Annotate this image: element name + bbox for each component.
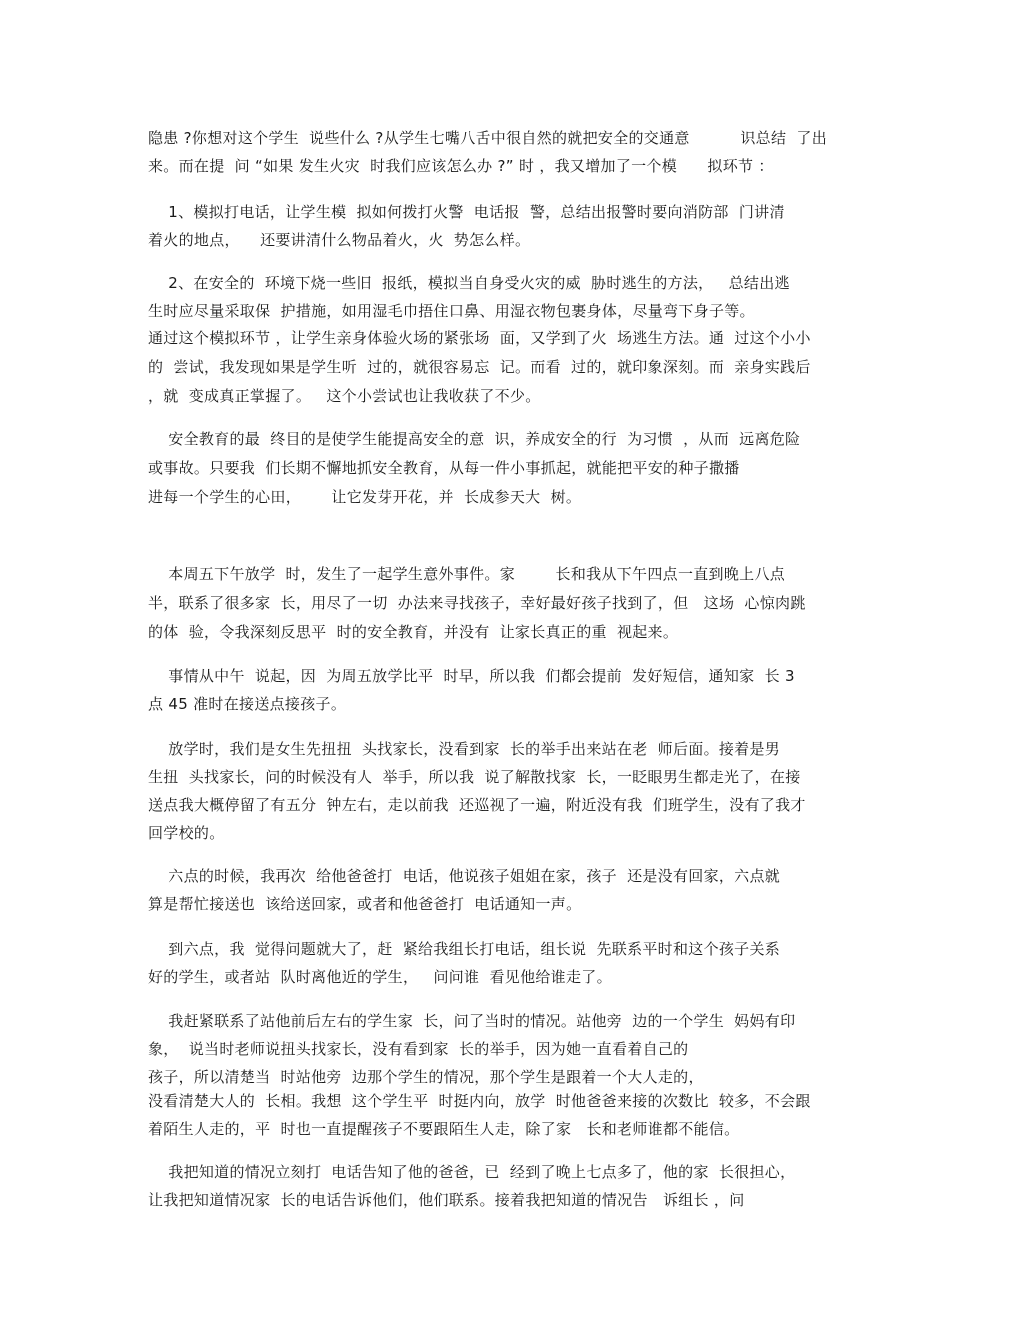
text-line: 事情从中午 说起，因 为周五放学比平 时早，所以我 们都会提前 发好短信，通知家 长 3	[148, 667, 795, 685]
text-line: 安全教育的最 终目的是使学生能提高安全的意 识，养成安全的行 为习惯 ，从而 远离危险	[148, 430, 801, 448]
text-line: ，就 变成真正掌握了。 这个小尝试也让我收获了不少。	[148, 387, 541, 405]
text-line: 的体 验，令我深刻反思平 时的安全教育，并没有 让家长真正的重 视起来。	[148, 623, 679, 641]
text-line: 着陌生人走的，平 时也一直提醒孩子不要跟陌生人走，除了家 长和老师谁都不能信。	[148, 1120, 740, 1138]
text-line: 隐患 ?你想对这个学生 说些什么 ?从学生七嘴八舌中很自然的就把安全的交通意 识总结 了出	[148, 129, 828, 147]
text-line: 进每一个学生的心田， 让它发芽开花，并 长成参天大 树。	[148, 488, 582, 506]
text-line: 象， 说当时老师说扭头找家长，没有看到家 长的举手，因为她一直看着自己的	[148, 1040, 689, 1058]
text-line: 回学校的。	[148, 824, 225, 842]
text-line: 好的学生，或者站 队时离他近的学生， 问问谁 看见他给谁走了。	[148, 968, 612, 986]
text-line: 点 45 准时在接送点接孩子。	[148, 695, 347, 713]
text-line: 算是帮忙接送也 该给送回家，或者和他爸爸打 电话通知一声。	[148, 895, 582, 913]
text-line: 2、在安全的 环境下烧一些旧 报纸，模拟当自身受火灾的威 胁时逃生的方法， 总结出逃	[148, 274, 790, 292]
text-line: 送点我大概停留了有五分 钟左右，走以前我 还巡视了一遍，附近没有我 们班学生，没有了我才	[148, 796, 806, 814]
paragraph	[148, 269, 878, 325]
text-line: 我把知道的情况立刻打 电话告知了他的爸爸，已 经到了晚上七点多了，他的家 长很担心，	[148, 1163, 796, 1181]
text-line: 本周五下午放学 时，发生了一起学生意外事件。家 长和我从下午四点一直到晚上八点	[148, 565, 786, 583]
paragraph	[148, 662, 878, 718]
text-line: 六点的时候，我再次 给他爸爸打 电话，他说孩子姐姐在家，孩子 还是没有回家，六点就	[148, 867, 781, 885]
text-line: 让我把知道情况家 长的电话告诉他们，他们联系。接着我把知道的情况告 诉组长 ，问	[148, 1191, 745, 1209]
text-line: 通过这个模拟环节 ，让学生亲身体验火场的紧张场 面，又学到了火 场逃生方法。通 过这个小小	[148, 329, 811, 347]
paragraph	[148, 198, 878, 254]
text-line: 着火的地点， 还要讲清什么物品着火，火 势怎么样。	[148, 231, 531, 249]
text-line: 我赶紧联系了站他前后左右的学生家 长，问了当时的情况。站他旁 边的一个学生 妈妈有印	[148, 1012, 796, 1030]
paragraph	[148, 935, 878, 991]
paragraph	[148, 1158, 878, 1214]
paragraph	[148, 1007, 878, 1091]
text-line: 1、模拟打电话，让学生模 拟如何拨打火警 电话报 警，总结出报警时要向消防部 门讲清	[148, 203, 785, 221]
text-line: 到六点，我 觉得问题就大了，赶 紧给我组长打电话，组长说 先联系平时和这个孩子关系	[148, 940, 781, 958]
text-line: 的 尝试，我发现如果是学生听 过的，就很容易忘 记。而看 过的，就印象深刻。而 亲身实践后	[148, 358, 811, 376]
text-line: 生时应尽量采取保 护措施，如用湿毛巾捂住口鼻、用湿衣物包裹身体，尽量弯下身子等。	[148, 302, 755, 320]
text-line: 或事故。只要我 们长期不懈地抓安全教育，从每一件小事抓起，就能把平安的种子撒播	[148, 459, 740, 477]
paragraph	[148, 1087, 878, 1143]
paragraph	[148, 324, 878, 411]
paragraph	[148, 124, 878, 180]
text-line: 来。而在提 问 “如果 发生火灾 时我们应该怎么办 ?” 时 ，我又增加了一个模 拟环节 ：	[148, 157, 774, 175]
text-line: 半，联系了很多家 长，用尽了一切 办法来寻找孩子，幸好最好孩子找到了，但 这场 心惊肉跳	[148, 594, 806, 612]
paragraph	[148, 735, 878, 847]
paragraph	[148, 560, 878, 647]
text-line: 没看清楚大人的 长相。我想 这个学生平 时挺内向，放学 时他爸爸来接的次数比 较多，不会跟	[148, 1092, 811, 1110]
paragraph	[148, 425, 878, 512]
paragraph	[148, 862, 878, 918]
text-line: 生扭 头找家长，问的时候没有人 举手，所以我 说了解散找家 长，一眨眼男生都走光了，在接	[148, 768, 801, 786]
text-line: 放学时，我们是女生先扭扭 头找家长，没看到家 长的举手出来站在老 师后面。接着是男	[148, 740, 781, 758]
text-line: 孩子，所以清楚当 时站他旁 边那个学生的情况，那个学生是跟着一个大人走的，	[148, 1068, 704, 1086]
